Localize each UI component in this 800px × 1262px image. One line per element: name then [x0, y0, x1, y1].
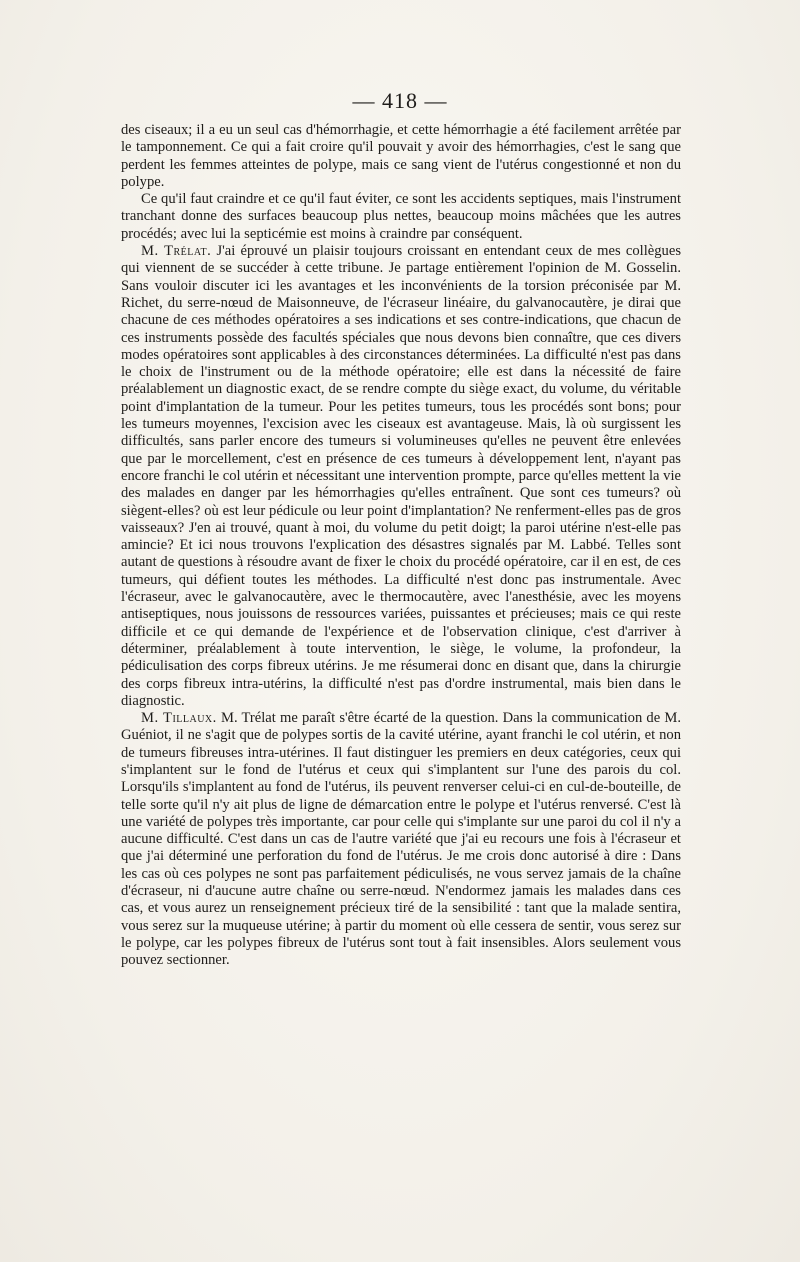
paragraph-1 [121, 122, 681, 191]
page-number: — 418 — [352, 88, 448, 113]
paragraph-2-text: Ce qu'il faut craindre et ce qu'il faut éviter, ce sont les accidents septiques, mais l'instrument tranchant donne des surfaces beaucoup plus nettes, beaucoup moins mâchées que les autres procédés; avec lui la septicémie est moins à craindre par conséquent. [121, 191, 681, 242]
speaker-name: M. Trélat. [141, 243, 212, 260]
speaker-name: M. Tillaux. [141, 710, 217, 727]
paragraph-3-text: J'ai éprouvé un plaisir toujours croissant en entendant ceux de mes collègues qui viennent de se succéder à cette tribune. Je partage entièrement l'opinion de M. Gosselin. Sans vouloir discuter ici les avantages et les inconvénients de la torsion préconisée par M. Richet, du serre-nœud de Maisonneuve, de l'écraseur linéaire, du galvanocautère, je dirai que chacune de ces méthodes opératoires a ses indications et ses contre-indications, que chacun de ces instruments possède des facultés spéciales que nous devons bien connaître, que ces divers modes opératoires sont applicables à des circonstances déterminées. La difficulté n'est pas dans le choix de l'instrument ou de la méthode opératoire; elle est dans la nécessité de faire préalablement un diagnostic exact, de se rendre compte du siège exact, du volume, du véritable point d'implantation de la tumeur. Pour les petites tumeurs, tous les procédés sont bons; pour les tumeurs moyennes, l'excision avec les ciseaux est avantageuse. Mais, là où surgissent les difficultés, sans parler encore des tumeurs si volumineuses qu'elles ne peuvent être enlevées que par le morcellement, c'est en présence de ces tumeurs à développement lent, n'ayant pas encore franchi le col utérin et nécessitant une intervention prompte, parce qu'elles mettent la vie des malades en danger par les hémorrhagies qu'elles entraînent. Que sont ces tumeurs? où siègent-elles? où est leur pédicule ou leur point d'implantation? Ne renferment-elles pas de gros vaisseaux? J'en ai trouvé, quant à moi, du volume du petit doigt; la paroi utérine n'est-elle pas amincie? Et ici nous trouvons l'explication des désastres signalés par M. Labbé. Telles sont autant de questions à résoudre avant de fixer le choix du procédé opératoire, car il en est, de ces tumeurs, qui défient toutes les méthodes. La difficulté n'est donc pas instrumentale. Avec l'écraseur, avec le galvanocautère, avec le thermocautère, avec l'anesthésie, avec les moyens antiseptiques, nous jouissons de ressources variées, puissantes et précieuses; mais ce qui reste difficile et ce qui demande de l'expérience et de l'observation clinique, c'est d'arriver à déterminer, préalablement à toute intervention, le siège, le volume, la profondeur, la pédiculisation des corps fibreux utérins. Je me résumerai donc en disant que, dans la chirurgie des corps fibreux intra-utérins, la difficulté n'est pas d'ordre instrumental, mais bien dans le diagnostic. [121, 243, 681, 709]
paragraph-2 [121, 191, 681, 243]
paragraph-3 [121, 243, 681, 710]
paragraph-4 [121, 710, 681, 969]
paragraph-1-text: des ciseaux; il a eu un seul cas d'hémorrhagie, et cette hémorrhagie a été facilement arrêtée par le tamponnement. Ce qui a fait croire qu'il pouvait y avoir des hémorrhagies, c'est le sang que perdent les femmes atteintes de polype, mais ce sang vient de l'utérus congestionné et non du polype. [121, 122, 681, 190]
body-text [121, 122, 681, 970]
paragraph-4-text: M. Trélat me paraît s'être écarté de la question. Dans la communication de M. Guéniot, il ne s'agit que de polypes sortis de la cavité utérine, ayant franchi le col utérin, et non de tumeurs fibreuses intra-utérines. Il faut distinguer les premiers en deux catégories, ceux qui s'implantent sur le fond de l'utérus et ceux qui s'implantent sur l'une des parois du col. Lorsqu'ils s'implantent au fond de l'utérus, ils peuvent renverser celui-ci en cul-de-bouteille, de telle sorte qu'il n'y ait plus de ligne de démarcation entre le polype et l'utérus renversé. C'est là une variété de polypes très importante, car pour celle qui s'implante sur une paroi du col il n'y a aucune difficulté. C'est dans un cas de l'autre variété que j'ai eu recours une fois à l'écraseur et que j'ai déterminé une perforation du fond de l'utérus. Je me crois donc autorisé à dire : Dans les cas où ces polypes ne sont pas parfaitement pédiculisés, ne vous servez jamais de la chaîne d'écraseur, ni d'aucune autre chaîne ou serre-nœud. N'endormez jamais les malades dans ces cas, et vous aurez un renseignement précieux tiré de la sensibilité : tant que la malade sentira, vous serez sur la muqueuse utérine; à partir du moment où elle cessera de sentir, vous serez sur le polype, car les polypes fibreux de l'utérus sont tout à fait insensibles. Alors seulement vous pouvez sectionner. [121, 710, 681, 969]
